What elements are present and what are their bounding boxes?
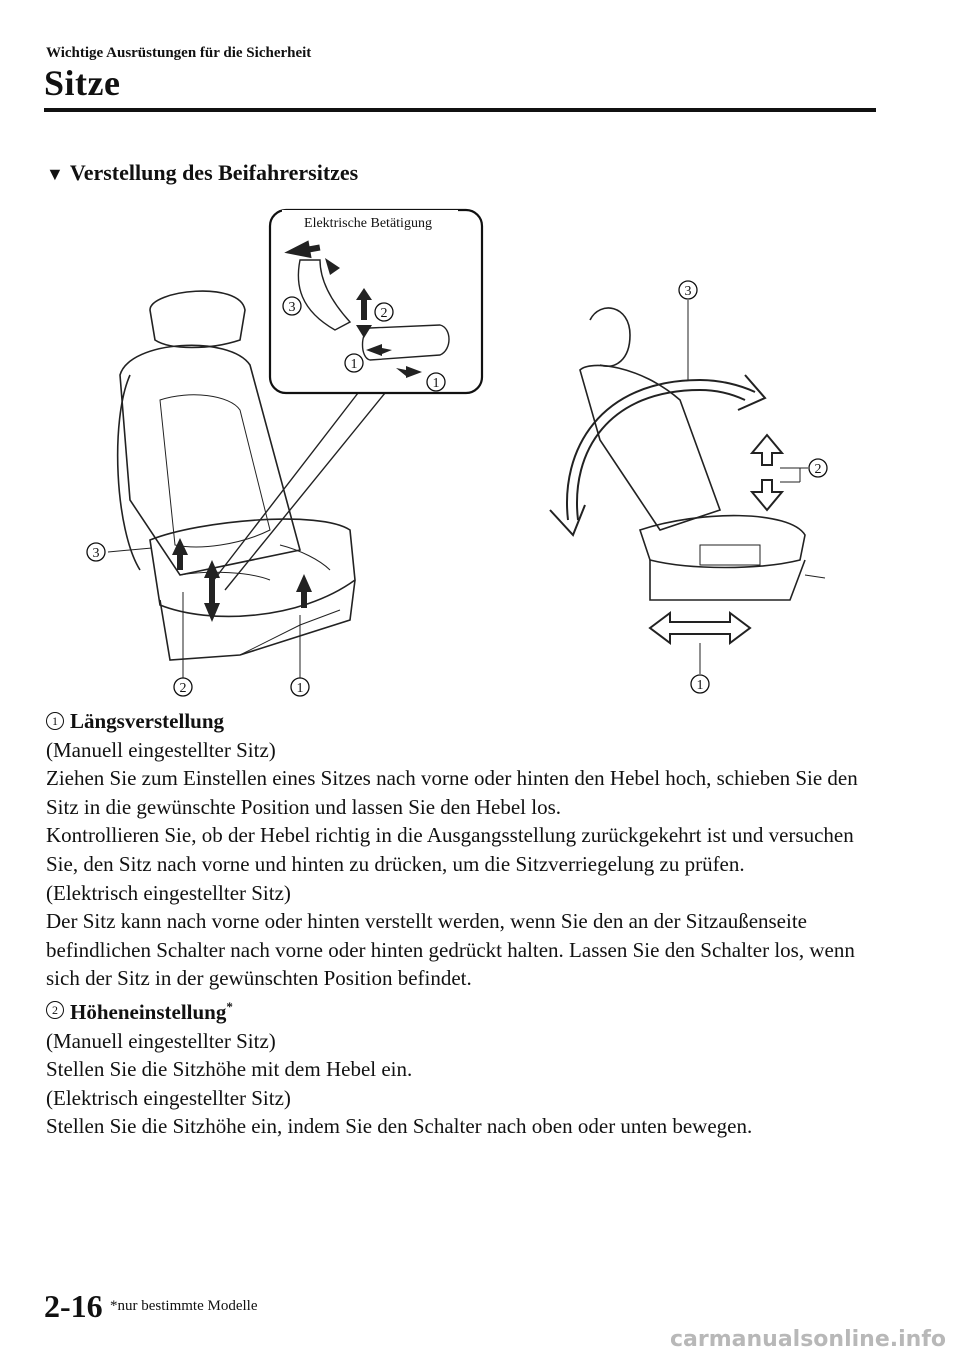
svg-text:1: 1: [350, 357, 358, 372]
item-1-line: Kontrollieren Sie, ob der Hebel richtig in die Ausgangsstellung zurückgekehrt ist und versuchen Sie, den Sitz nach vorne und hinten zu drücken, um die Sitzverriegelung zu prüfen.: [46, 823, 854, 876]
callout-3-left: 3: [92, 546, 100, 561]
svg-text:3: 3: [288, 300, 296, 315]
svg-text:2: 2: [380, 306, 388, 321]
item-2-line: Stellen Sie die Sitzhöhe mit dem Hebel ein.: [46, 1057, 413, 1082]
callout-1-left: 1: [296, 681, 304, 696]
item-2-line: (Elektrisch eingestellter Sitz): [46, 1085, 291, 1110]
slide-arrow: [650, 613, 750, 643]
section-title-text: Verstellung des Beifahrersitzes: [69, 160, 359, 185]
item-2-heading: 2 Höheneinstellung*: [46, 993, 886, 1027]
footnote: *nur bestimmte Modelle: [110, 1298, 258, 1314]
item-2-line: Stellen Sie die Sitzhöhe ein, indem Sie den Schalter nach oben oder unten bewegen.: [46, 1114, 753, 1139]
item-2-line: (Manuell eingestellter Sitz): [46, 1028, 276, 1053]
item-1-line: (Manuell eingestellter Sitz): [46, 737, 276, 762]
item-1-line: Ziehen Sie zum Einstellen eines Sitzes nach vorne oder hinten den Hebel hoch, schieben Sie den Sitz in die gewünschte Position und lassen Sie den Hebel los.: [46, 766, 858, 819]
seat-side-view-illustration: [580, 308, 825, 600]
body-text: [46, 707, 886, 1141]
callout-2-left: 2: [179, 681, 187, 696]
item-1-line: (Elektrisch eingestellter Sitz): [46, 880, 291, 905]
section-title: [46, 160, 358, 186]
callout-3-right: 3: [684, 284, 692, 299]
svg-text:1: 1: [432, 376, 440, 391]
item-1-heading: 1 Längsverstellung: [46, 707, 886, 736]
seat-adjustment-figure: [0, 200, 960, 700]
header-rule: [44, 108, 876, 112]
callout-2-right: 2: [814, 462, 822, 477]
chapter-subtitle: Wichtige Ausrüstungen für die Sicherheit: [46, 45, 312, 61]
number-1-icon: 1: [46, 712, 64, 730]
watermark: carmanualsonline.info: [670, 1327, 946, 1352]
electric-control-inset: [270, 210, 482, 393]
page-number: 2-16: [44, 1288, 103, 1324]
inset-label: Elektrische Betätigung: [304, 216, 432, 231]
item-1-line: Der Sitz kann nach vorne oder hinten verstellt werden, wenn Sie den an der Sitzaußenseite befindlichen Schalter nach vorne oder hinten gedrückt halten. Lassen Sie den Schalter los, wenn sich der Sitz in der gewünschten Position befindet.: [46, 909, 855, 991]
page-title: Sitze: [44, 63, 121, 103]
number-2-icon: 2: [46, 1001, 64, 1019]
callout-1-right: 1: [696, 678, 704, 693]
triangle-bullet-icon: ▼: [46, 164, 64, 184]
recline-arrow: [550, 375, 765, 535]
height-arrows: [752, 435, 782, 510]
